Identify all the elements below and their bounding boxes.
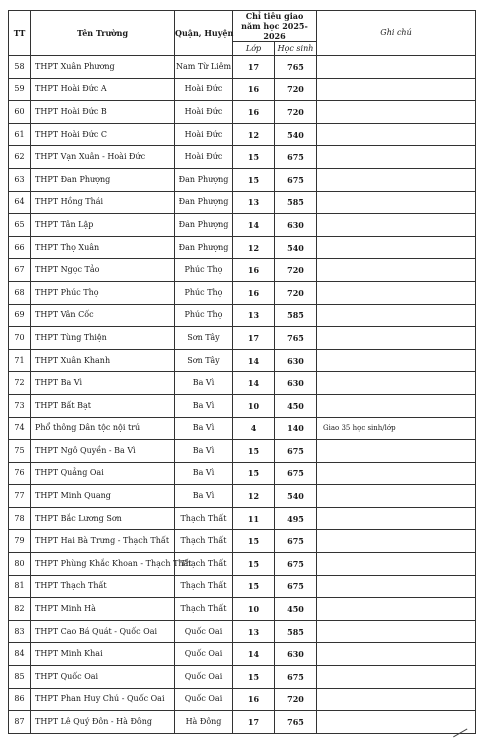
cell-district: Đan Phượng — [175, 168, 233, 191]
cell-classes: 15 — [233, 666, 275, 689]
cell-tt: 75 — [9, 440, 31, 463]
table-row — [9, 485, 476, 508]
cell-classes: 17 — [233, 327, 275, 350]
cell-students: 540 — [275, 485, 317, 508]
cell-note — [317, 168, 476, 191]
cell-district: Ba Vì — [175, 462, 233, 485]
cell-students: 675 — [275, 553, 317, 576]
cell-school: THPT Hồng Thái — [31, 191, 175, 214]
cell-school: THPT Tùng Thiện — [31, 327, 175, 350]
cell-school: THPT Ngô Quyền - Ba Vì — [31, 440, 175, 463]
table-row — [9, 440, 476, 463]
cell-note — [317, 711, 476, 734]
cell-note — [317, 620, 476, 643]
cell-classes: 13 — [233, 304, 275, 327]
cell-classes: 15 — [233, 553, 275, 576]
cell-note — [317, 101, 476, 124]
cell-tt: 80 — [9, 553, 31, 576]
cell-school: THPT Minh Hà — [31, 598, 175, 621]
cell-school: THPT Hoài Đức B — [31, 101, 175, 124]
cell-students: 675 — [275, 146, 317, 169]
table-row — [9, 304, 476, 327]
cell-classes: 15 — [233, 462, 275, 485]
table-row — [9, 394, 476, 417]
cell-note — [317, 56, 476, 79]
cell-district: Đan Phượng — [175, 214, 233, 237]
cell-school: THPT Phúc Thọ — [31, 281, 175, 304]
cell-note — [317, 214, 476, 237]
cell-students: 540 — [275, 123, 317, 146]
cell-tt: 63 — [9, 168, 31, 191]
cell-note — [317, 327, 476, 350]
cell-tt: 66 — [9, 236, 31, 259]
cell-students: 765 — [275, 327, 317, 350]
cell-note — [317, 349, 476, 372]
table-row — [9, 327, 476, 350]
cell-district: Quốc Oai — [175, 666, 233, 689]
cell-students: 450 — [275, 598, 317, 621]
table-row — [9, 530, 476, 553]
cell-students: 675 — [275, 168, 317, 191]
cell-note — [317, 281, 476, 304]
cell-classes: 16 — [233, 688, 275, 711]
table-body — [9, 56, 476, 734]
cell-classes: 16 — [233, 101, 275, 124]
cell-school: THPT Hoài Đức A — [31, 78, 175, 101]
cell-school: THPT Ngọc Tảo — [31, 259, 175, 282]
cell-classes: 10 — [233, 394, 275, 417]
cell-note — [317, 575, 476, 598]
table-row — [9, 372, 476, 395]
table-row — [9, 598, 476, 621]
cell-note — [317, 643, 476, 666]
cell-classes: 4 — [233, 417, 275, 440]
cell-students: 675 — [275, 666, 317, 689]
cell-district: Ba Vì — [175, 485, 233, 508]
cell-note — [317, 530, 476, 553]
cell-students: 585 — [275, 304, 317, 327]
cell-note — [317, 146, 476, 169]
cell-district: Phúc Thọ — [175, 304, 233, 327]
cell-school: THPT Thọ Xuân — [31, 236, 175, 259]
cell-tt: 73 — [9, 394, 31, 417]
cell-classes: 15 — [233, 168, 275, 191]
cell-students: 140 — [275, 417, 317, 440]
cell-school: THPT Minh Khai — [31, 643, 175, 666]
cell-school: THPT Quảng Oai — [31, 462, 175, 485]
cell-district: Nam Từ Liêm — [175, 56, 233, 79]
cell-tt: 62 — [9, 146, 31, 169]
cell-tt: 85 — [9, 666, 31, 689]
cell-district: Sơn Tây — [175, 327, 233, 350]
col-header-classes: Lớp — [233, 42, 275, 56]
cell-students: 585 — [275, 191, 317, 214]
cell-school: THPT Lê Quý Đôn - Hà Đông — [31, 711, 175, 734]
cell-school: THPT Phan Huy Chú - Quốc Oai — [31, 688, 175, 711]
cell-note — [317, 394, 476, 417]
table-row — [9, 417, 476, 440]
cell-school: THPT Đan Phượng — [31, 168, 175, 191]
cell-school: THPT Vạn Xuân - Hoài Đức — [31, 146, 175, 169]
table-row — [9, 236, 476, 259]
cell-classes: 17 — [233, 711, 275, 734]
cell-school: THPT Xuân Phương — [31, 56, 175, 79]
cell-tt: 60 — [9, 101, 31, 124]
col-header-students: Học sinh — [275, 42, 317, 56]
table-row — [9, 688, 476, 711]
cell-school: THPT Thạch Thất — [31, 575, 175, 598]
cell-classes: 11 — [233, 507, 275, 530]
table-row — [9, 214, 476, 237]
cell-district: Đan Phượng — [175, 236, 233, 259]
cell-students: 540 — [275, 236, 317, 259]
header-row — [9, 11, 476, 42]
cell-classes: 12 — [233, 485, 275, 508]
cell-tt: 67 — [9, 259, 31, 282]
cell-classes: 17 — [233, 56, 275, 79]
cell-tt: 76 — [9, 462, 31, 485]
cell-note — [317, 440, 476, 463]
cell-tt: 83 — [9, 620, 31, 643]
cell-school: THPT Vân Cốc — [31, 304, 175, 327]
cell-students: 630 — [275, 214, 317, 237]
cell-tt: 84 — [9, 643, 31, 666]
table-row — [9, 168, 476, 191]
cell-note — [317, 259, 476, 282]
cell-school: Phổ thông Dân tộc nội trú — [31, 417, 175, 440]
cell-school: THPT Bắc Lương Sơn — [31, 507, 175, 530]
table-row — [9, 56, 476, 79]
table-row — [9, 191, 476, 214]
cell-district: Thạch Thất — [175, 530, 233, 553]
cell-note — [317, 372, 476, 395]
cell-classes: 14 — [233, 349, 275, 372]
cell-classes: 15 — [233, 530, 275, 553]
cell-note — [317, 666, 476, 689]
cell-district: Quốc Oai — [175, 620, 233, 643]
cell-district: Hà Đông — [175, 711, 233, 734]
cell-tt: 68 — [9, 281, 31, 304]
cell-school: THPT Bất Bạt — [31, 394, 175, 417]
cell-classes: 16 — [233, 259, 275, 282]
cell-tt: 58 — [9, 56, 31, 79]
cell-classes: 12 — [233, 123, 275, 146]
cell-note — [317, 304, 476, 327]
col-header-district: Quận, Huyện — [175, 11, 233, 56]
cell-classes: 10 — [233, 598, 275, 621]
cell-students: 450 — [275, 394, 317, 417]
cell-note — [317, 123, 476, 146]
cell-district: Thạch Thất — [175, 598, 233, 621]
cell-students: 630 — [275, 349, 317, 372]
cell-district: Thạch Thất — [175, 553, 233, 576]
cell-school: THPT Phùng Khắc Khoan - Thạch Thất — [31, 553, 175, 576]
cell-students: 630 — [275, 643, 317, 666]
table-row — [9, 575, 476, 598]
cell-students: 585 — [275, 620, 317, 643]
cell-school: THPT Xuân Khanh — [31, 349, 175, 372]
cell-note — [317, 78, 476, 101]
table-row — [9, 123, 476, 146]
table-row — [9, 666, 476, 689]
cell-tt: 72 — [9, 372, 31, 395]
col-header-school: Tên Trường — [31, 11, 175, 56]
cell-tt: 61 — [9, 123, 31, 146]
cell-classes: 15 — [233, 146, 275, 169]
table-row — [9, 620, 476, 643]
quota-table-sheet — [8, 10, 475, 734]
cell-note — [317, 191, 476, 214]
cell-students: 765 — [275, 711, 317, 734]
col-header-note: Ghi chú — [317, 11, 476, 56]
cell-district: Hoài Đức — [175, 146, 233, 169]
cell-students: 765 — [275, 56, 317, 79]
cell-tt: 86 — [9, 688, 31, 711]
cell-school: THPT Ba Vì — [31, 372, 175, 395]
cell-students: 630 — [275, 372, 317, 395]
cell-students: 720 — [275, 688, 317, 711]
cell-classes: 14 — [233, 214, 275, 237]
table-row — [9, 101, 476, 124]
cell-district: Quốc Oai — [175, 688, 233, 711]
cell-district: Hoài Đức — [175, 78, 233, 101]
cell-district: Hoài Đức — [175, 101, 233, 124]
cell-district: Sơn Tây — [175, 349, 233, 372]
cell-school: THPT Hoài Đức C — [31, 123, 175, 146]
cell-classes: 15 — [233, 575, 275, 598]
cell-school: THPT Minh Quang — [31, 485, 175, 508]
cell-note — [317, 485, 476, 508]
cell-classes: 13 — [233, 191, 275, 214]
col-header-tt: TT — [9, 11, 31, 56]
cell-district: Ba Vì — [175, 394, 233, 417]
cell-note: Giao 35 học sinh/lớp — [317, 417, 476, 440]
cell-classes: 16 — [233, 78, 275, 101]
cell-district: Thạch Thất — [175, 507, 233, 530]
quota-table — [8, 10, 476, 734]
cell-tt: 79 — [9, 530, 31, 553]
cell-district: Hoài Đức — [175, 123, 233, 146]
cell-students: 720 — [275, 281, 317, 304]
cell-tt: 81 — [9, 575, 31, 598]
cell-note — [317, 598, 476, 621]
cell-district: Quốc Oai — [175, 643, 233, 666]
cell-tt: 69 — [9, 304, 31, 327]
table-row — [9, 349, 476, 372]
cell-school: THPT Cao Bá Quát - Quốc Oai — [31, 620, 175, 643]
cell-district: Ba Vì — [175, 372, 233, 395]
cell-tt: 65 — [9, 214, 31, 237]
table-row — [9, 711, 476, 734]
cell-students: 495 — [275, 507, 317, 530]
cell-tt: 70 — [9, 327, 31, 350]
cell-district: Ba Vì — [175, 417, 233, 440]
cell-tt: 77 — [9, 485, 31, 508]
cell-students: 720 — [275, 259, 317, 282]
cell-students: 675 — [275, 462, 317, 485]
cell-tt: 87 — [9, 711, 31, 734]
cell-note — [317, 236, 476, 259]
cell-district: Ba Vì — [175, 440, 233, 463]
table-row — [9, 281, 476, 304]
cell-note — [317, 553, 476, 576]
table-row — [9, 643, 476, 666]
cell-district: Thạch Thất — [175, 575, 233, 598]
table-row — [9, 553, 476, 576]
cell-note — [317, 507, 476, 530]
cell-students: 675 — [275, 575, 317, 598]
cell-students: 720 — [275, 101, 317, 124]
cell-classes: 13 — [233, 620, 275, 643]
table-row — [9, 259, 476, 282]
cell-district: Đan Phượng — [175, 191, 233, 214]
cell-district: Phúc Thọ — [175, 259, 233, 282]
cell-students: 720 — [275, 78, 317, 101]
cell-classes: 12 — [233, 236, 275, 259]
cell-classes: 15 — [233, 440, 275, 463]
cell-tt: 78 — [9, 507, 31, 530]
table-row — [9, 507, 476, 530]
cell-school: THPT Hai Bà Trưng - Thạch Thất — [31, 530, 175, 553]
cell-tt: 71 — [9, 349, 31, 372]
cell-classes: 16 — [233, 281, 275, 304]
cell-note — [317, 688, 476, 711]
cell-school: THPT Tân Lập — [31, 214, 175, 237]
table-row — [9, 146, 476, 169]
col-header-quota: Chỉ tiêu giao năm học 2025- 2026 — [233, 11, 317, 42]
table-row — [9, 78, 476, 101]
cell-students: 675 — [275, 440, 317, 463]
cell-tt: 64 — [9, 191, 31, 214]
cell-district: Phúc Thọ — [175, 281, 233, 304]
cell-school: THPT Quốc Oai — [31, 666, 175, 689]
cell-note — [317, 462, 476, 485]
cell-classes: 14 — [233, 372, 275, 395]
cell-students: 675 — [275, 530, 317, 553]
cell-tt: 59 — [9, 78, 31, 101]
cell-tt: 74 — [9, 417, 31, 440]
cell-tt: 82 — [9, 598, 31, 621]
cell-classes: 14 — [233, 643, 275, 666]
table-row — [9, 462, 476, 485]
